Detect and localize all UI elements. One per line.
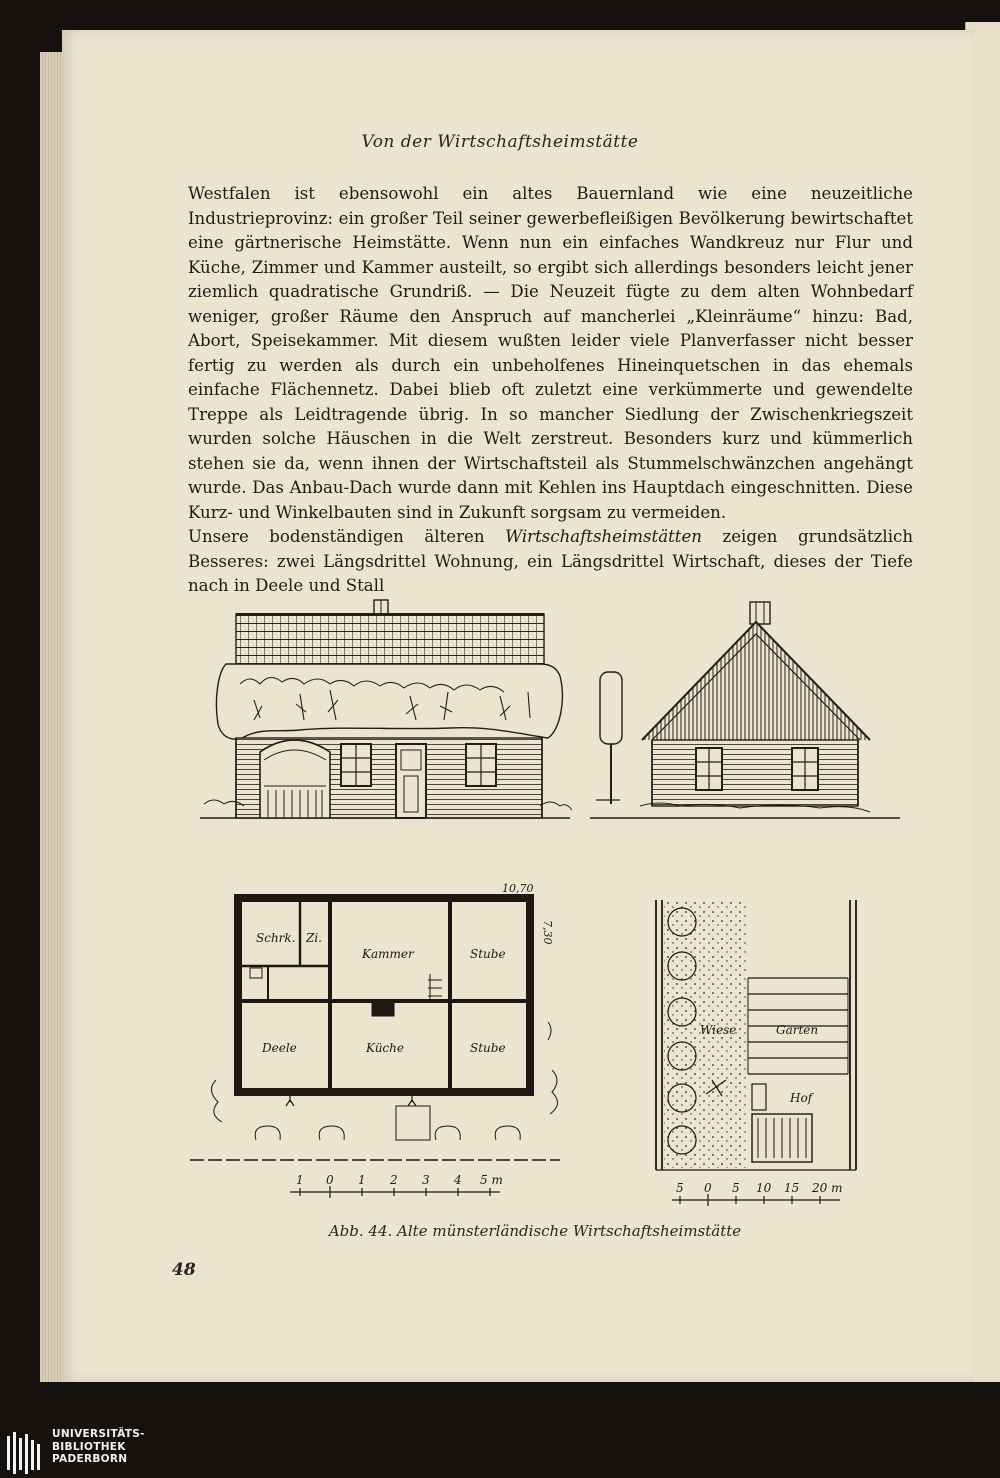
front-elevation: [200, 600, 572, 818]
side-window-1: [696, 748, 722, 790]
svg-text:3: 3: [422, 1173, 430, 1187]
svg-text:5: 5: [676, 1181, 684, 1195]
site-label-hof: Hof: [790, 1091, 813, 1105]
svg-text:5 m: 5 m: [480, 1173, 503, 1187]
paragraph-2: Unsere bodenständigen älteren Wirtschaftsheimstätten zeigen grundsätzlich Besseres: zwei Längsdrittel Wohnung, ein Längsdrittel Wirtschaft, dieses der Tiefe nach in Deele und Stall: [188, 527, 914, 595]
dimension-depth: 7,30: [541, 920, 554, 945]
room-label-zi: Zi.: [306, 931, 322, 945]
site-plan: [656, 900, 856, 1206]
site-label-garten: Garten: [776, 1023, 819, 1037]
dimension-width: 10,70: [502, 882, 534, 895]
room-label-deele: Deele: [262, 1041, 297, 1055]
running-head: Von der Wirtschaftsheimstätte: [361, 132, 639, 152]
site-label-wiese: Wiese: [700, 1023, 737, 1037]
paragraph-1: Westfalen ist ebensowohl ein altes Bauernland wie eine neuzeitliche Industrieprovinz: ein großer Teil seiner gewerbefleißigen Bevölkerung bewirtschaftet eine gärtnerische Heimstätte. Wenn nun ein einfaches Wandkreuz nur Flur und Küche, Zimmer und Kammer austeilt, so ergibt sich allerdings besonders leicht jener ziemlich quadratische Grundriß. — Die Neuzeit fügte zu dem alten Wohnbedarf weniger, großer Räume den Anspruch auf mancherlei „Kleinräume“ hinzu: Bad, Abort, Speisekammer. Mit diesem wußten leider viele Planverfasser nicht besser fertig zu werden als durch ein unbeholfenes Hineinquetschen in das ehemals einfache Flächennetz. Dabei blieb oft zuletzt eine verkümmerte und gewendelte Treppe als Leidtragende übrig. In so mancher Siedlung der Zwischenkriegszeit wurden solche Häuschen in die Welt zerstreut. Besonders kurz und kümmerlich stehen sie da, wenn ihnen der Wirtschaftsteil als Stummelschwänzchen angehängt wurde. Das Anbau-Dach wurde dann mit Kehlen ins Hauptdach eingeschnitten. Diese Kurz- und Winkelbauten sind in Zukunft sorgsam zu vermeiden.: [188, 184, 913, 522]
figure-caption: Abb. 44. Alte münsterländische Wirtschaftsheimstätte: [328, 1222, 742, 1240]
side-elevation: [590, 602, 900, 818]
room-label-stube-2: Stube: [470, 1041, 506, 1055]
term-wirtschaftsheimstaetten: Wirtschaftsheimstätten: [505, 527, 702, 546]
room-label-kueche: Küche: [366, 1041, 404, 1055]
svg-text:4: 4: [454, 1173, 462, 1187]
page-number: 48: [172, 1260, 196, 1280]
svg-text:1: 1: [296, 1173, 304, 1187]
svg-text:5: 5: [732, 1181, 740, 1195]
svg-text:0: 0: [326, 1173, 334, 1187]
poplar-tree: [596, 672, 622, 804]
room-label-schrk: Schrk.: [256, 931, 296, 945]
svg-text:15: 15: [784, 1181, 800, 1195]
front-door: [396, 744, 426, 818]
library-logo: [6, 1428, 166, 1476]
floorplan-scale: [296, 1173, 503, 1187]
svg-text:0: 0: [704, 1181, 712, 1195]
svg-text:1: 1: [358, 1173, 366, 1187]
library-logo-text: UNIVERSITÄTS- BIBLIOTHEK PADERBORN: [52, 1428, 145, 1465]
front-window-1: [341, 744, 371, 786]
library-logo-icon: [6, 1430, 42, 1474]
svg-text:10: 10: [756, 1181, 772, 1195]
side-window-2: [792, 748, 818, 790]
svg-text:2: 2: [390, 1173, 398, 1187]
svg-text:20 m: 20 m: [812, 1181, 843, 1195]
floor-plan: [190, 882, 560, 1198]
siteplan-scale: [676, 1181, 842, 1195]
front-window-2: [466, 744, 496, 786]
room-label-kammer: Kammer: [362, 947, 414, 961]
room-label-stube-1: Stube: [470, 947, 506, 961]
